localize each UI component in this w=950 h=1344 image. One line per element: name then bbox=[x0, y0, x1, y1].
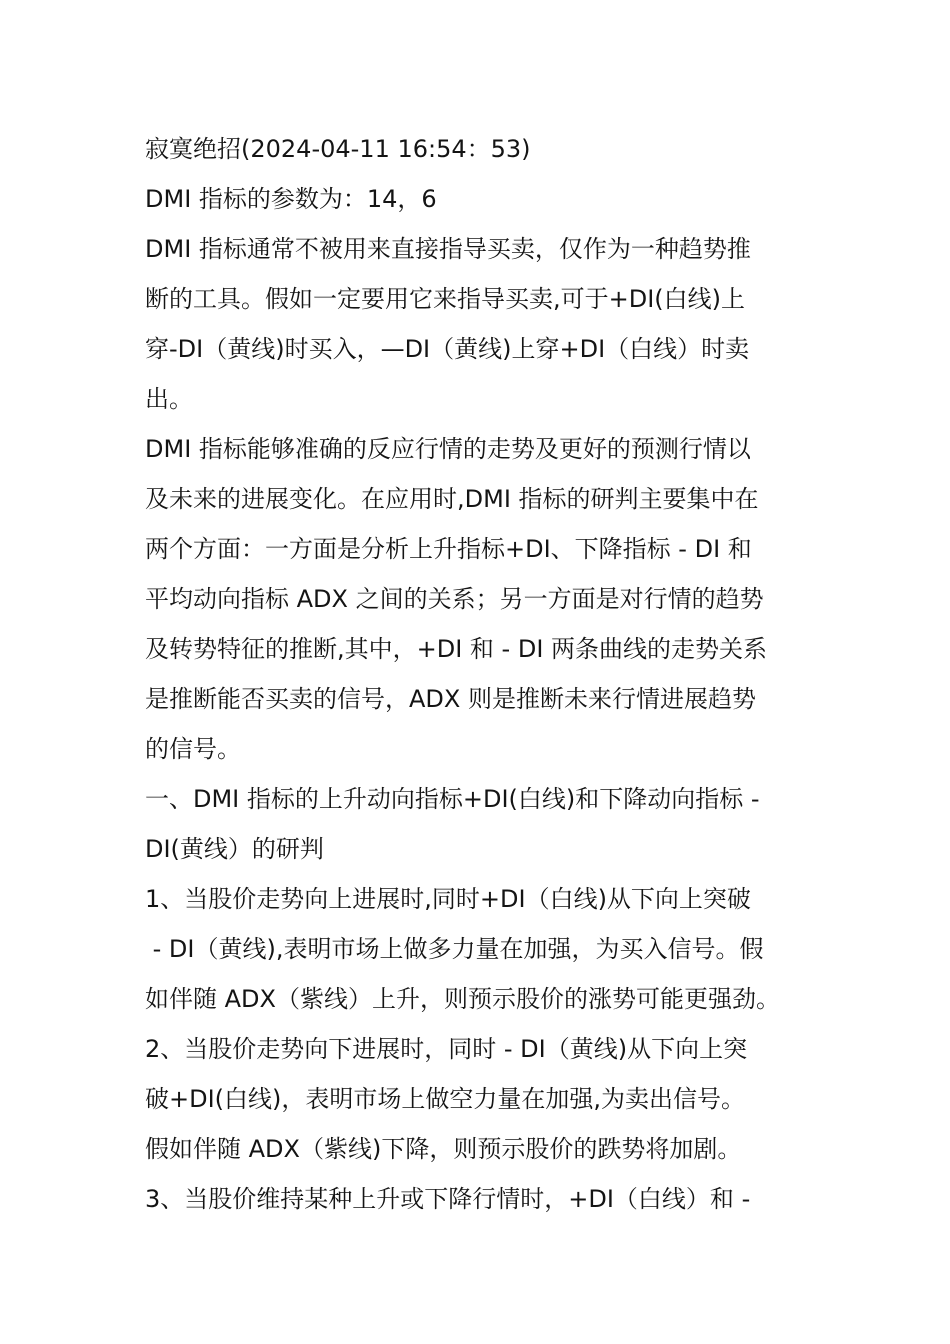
text-line: DMI 指标的参数为：14，6 bbox=[145, 185, 437, 213]
text-line: 假如伴随 ADX（紫线)下降，则预示股价的跌势将加剧。 bbox=[145, 1135, 742, 1163]
text-line: DMI 指标通常不被用来直接指导买卖，仅作为一种趋势推 bbox=[145, 235, 751, 263]
section-heading-line: DI(黄线）的研判 bbox=[145, 835, 324, 863]
text-line: 的信号。 bbox=[145, 735, 241, 763]
text-line: 穿-DI（黄线)时买入，—DI（黄线)上穿+DI（白线）时卖 bbox=[145, 335, 750, 363]
text-line: 平均动向指标 ADX 之间的关系；另一方面是对行情的趋势 bbox=[145, 585, 764, 613]
text-line: 及未来的进展变化。在应用时,DMI 指标的研判主要集中在 bbox=[145, 485, 759, 513]
section-heading-line: 一、DMI 指标的上升动向指标+DI(白线)和下降动向指标 - bbox=[145, 785, 760, 813]
document-title-line: 寂寞绝招(2024-04-11 16:54：53) bbox=[145, 135, 531, 163]
text-line: 两个方面：一方面是分析上升指标+DI、下降指标 - DI 和 bbox=[145, 535, 752, 563]
text-line: DMI 指标能够准确的反应行情的走势及更好的预测行情以 bbox=[145, 435, 751, 463]
text-line: 2、当股价走势向下进展时，同时 - DI（黄线)从下向上突 bbox=[145, 1035, 748, 1063]
text-line: 出。 bbox=[145, 385, 193, 413]
text-line: 如伴随 ADX（紫线）上升，则预示股价的涨势可能更强劲。 bbox=[145, 985, 780, 1013]
text-line: 1、当股价走势向上进展时,同时+DI（白线)从下向上突破 bbox=[145, 885, 751, 913]
text-line: - DI（黄线),表明市场上做多力量在加强，为买入信号。假 bbox=[145, 935, 764, 963]
document-body bbox=[145, 124, 810, 1224]
text-line: 及转势特征的推断,其中，+DI 和 - DI 两条曲线的走势关系 bbox=[145, 635, 768, 663]
text-line: 断的工具。假如一定要用它来指导买卖,可于+DI(白线)上 bbox=[145, 285, 746, 313]
text-line: 破+DI(白线)，表明市场上做空力量在加强,为卖出信号。 bbox=[145, 1085, 746, 1113]
text-line: 是推断能否买卖的信号，ADX 则是推断未来行情进展趋势 bbox=[145, 685, 756, 713]
text-line: 3、当股价维持某种上升或下降行情时，+DI（白线）和 - bbox=[145, 1185, 751, 1213]
